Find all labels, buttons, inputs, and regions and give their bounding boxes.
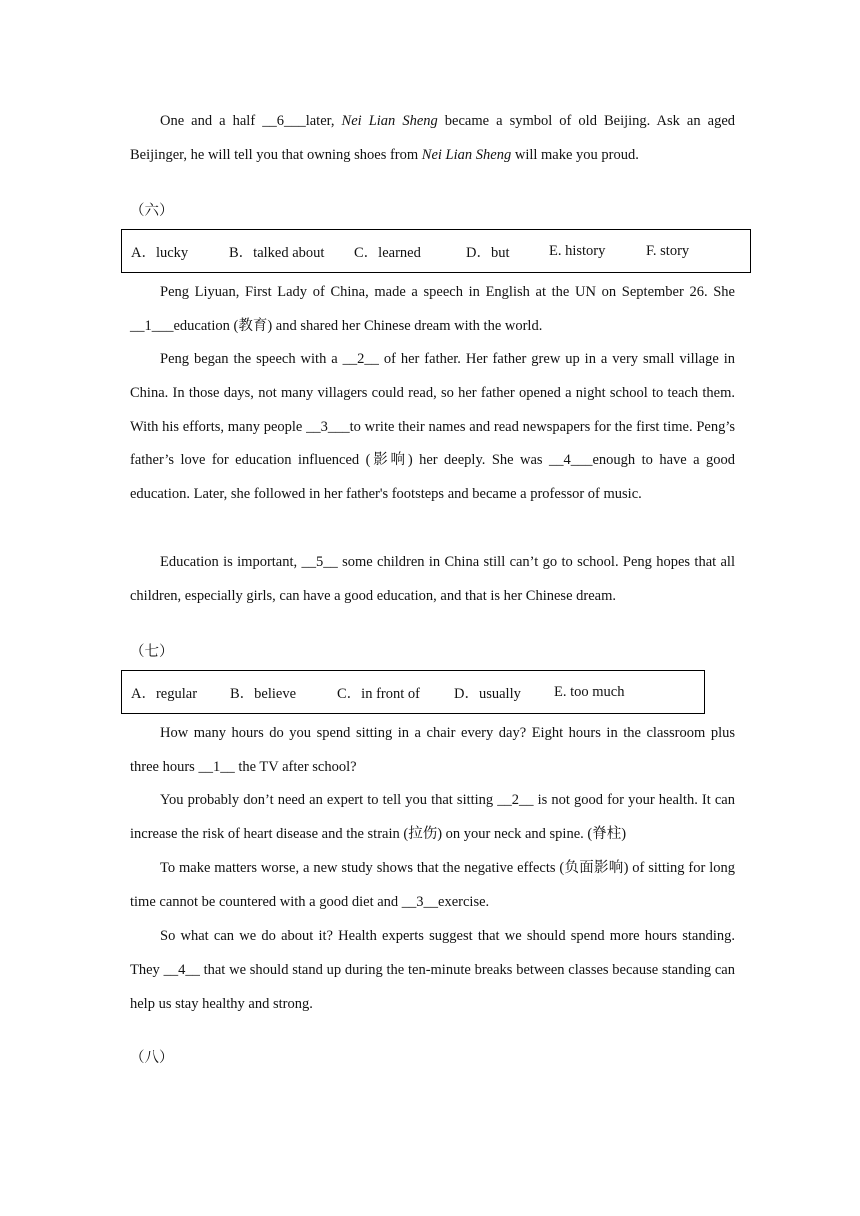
section-heading-7: （七） [130, 644, 174, 660]
word-bank-7 [121, 670, 705, 714]
option-a: A．regular [131, 685, 198, 702]
paragraph-text: So what can we do about it? Health experts suggest that we should spend more hours standing. They __4__ that we should stand up during the ten-minute breaks between classes because standing can help us stay healthy and strong. [130, 928, 735, 1012]
paragraph-6-1 [130, 276, 735, 344]
paragraph-text: Education is important, __5__ some children in China still can’t go to school. Peng hopes that all children, especially girls, can have a good education, and that is her Chinese dream. [130, 554, 735, 604]
paragraph-7-3 [130, 852, 735, 920]
option-a: A．lucky [131, 244, 189, 261]
paragraph-text: To make matters worse, a new study shows that the negative effects (负面影响) of sitting for long time cannot be countered with a good diet and __3__exercise. [130, 860, 735, 910]
option-f: F. story [646, 242, 690, 259]
option-d: D．usually [454, 685, 521, 702]
option-b: B．believe [230, 685, 297, 702]
option-c: C．learned [354, 244, 421, 261]
paragraph-top [130, 105, 735, 173]
paragraph-6-2 [130, 343, 735, 512]
shop-name-italic: Nei Lian Sheng [421, 146, 512, 163]
paragraph-7-2 [130, 784, 735, 852]
text-run: One and a half [160, 113, 263, 129]
blank-6: __6___ [262, 113, 306, 129]
option-d: D．but [466, 244, 510, 261]
text-run: became a symbol of old Beijing. Ask an aged Beijinger, he will tell you that owning shoes from [130, 113, 735, 163]
paragraph-7-4 [130, 920, 735, 1021]
section-heading-8: （八） [130, 1050, 174, 1066]
option-e: E. history [549, 242, 606, 259]
paragraph-7-1 [130, 717, 735, 785]
text-run: later, [305, 113, 342, 129]
paragraph-text: Peng Liyuan, First Lady of China, made a speech in English at the UN on September 26. She __1___education (教育) and shared her Chinese dream with the world. [130, 284, 735, 334]
paragraph-text: Peng began the speech with a __2__ of her father. Her father grew up in a very small village in China. In those days, not many villagers could read, so her father opened a night school to teach them. With his efforts, many people __3___to write their names and read newspapers for the first time. Peng’s father’s love for education influenced (影响) her deeply. She was __4___enough to have a good education. Later, she followed in her father's footsteps and became a professor of music. [130, 351, 735, 503]
paragraph-6-3 [130, 546, 735, 614]
shop-name-italic: Nei Lian Sheng [341, 113, 438, 129]
option-c: C．in front of [337, 685, 420, 702]
section-heading-6: （六） [130, 203, 174, 219]
option-b: B．talked about [229, 244, 325, 261]
word-bank-6 [121, 229, 751, 273]
paragraph-text: You probably don’t need an expert to tell you that sitting __2__ is not good for your health. It can increase the risk of heart disease and the strain (拉伤) on your neck and spine. (脊柱) [130, 792, 735, 842]
option-e: E. too much [554, 683, 625, 700]
text-run: will make you proud. [511, 146, 639, 163]
paragraph-text: How many hours do you spend sitting in a chair every day? Eight hours in the classroom plus three hours __1__ the TV after school? [130, 725, 735, 775]
